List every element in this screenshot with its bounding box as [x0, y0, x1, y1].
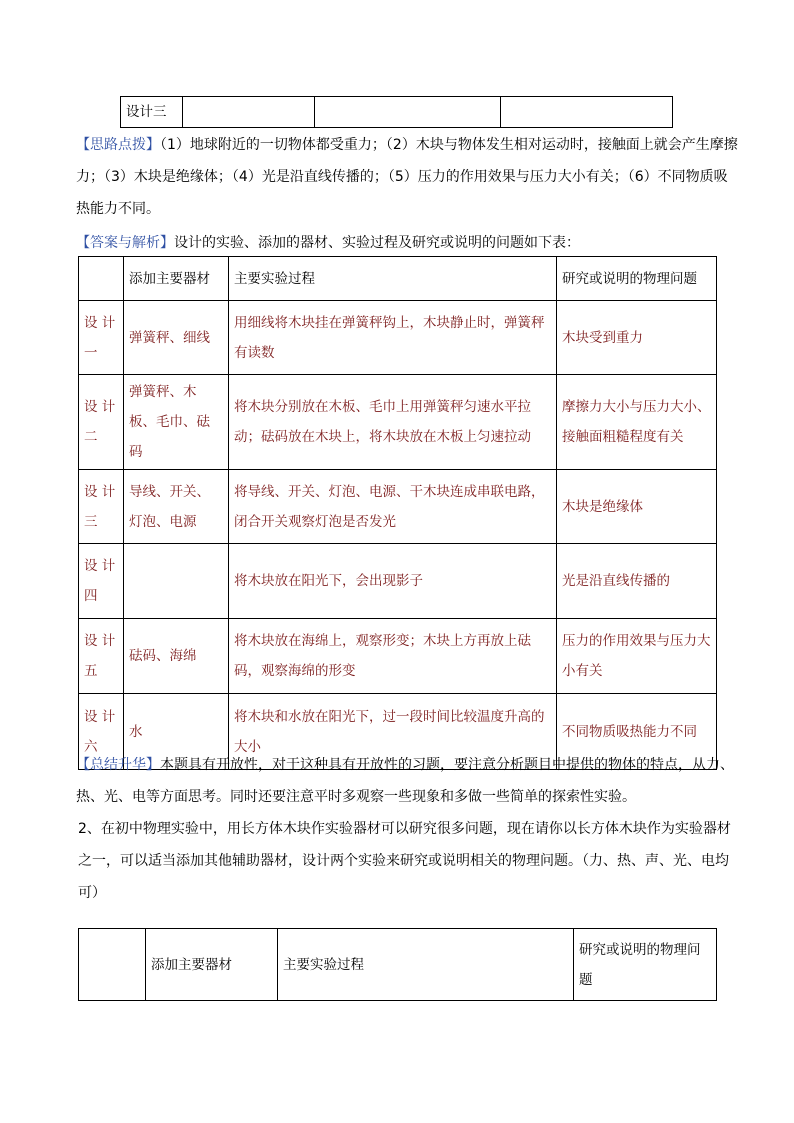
table-header-row — [79, 257, 717, 301]
bottom-table — [78, 928, 717, 1001]
row-label: 设 计 三 — [79, 470, 124, 544]
table-row — [121, 97, 673, 128]
hint-paragraph — [76, 129, 741, 225]
main-table — [78, 256, 717, 770]
row-issue: 木块受到重力 — [557, 301, 717, 375]
row-issue: 不同物质吸热能力不同 — [557, 694, 717, 770]
header-empty — [79, 929, 146, 1001]
question2-paragraph — [78, 813, 740, 909]
row-issue: 光是沿直线传播的 — [557, 544, 717, 619]
hint-title: 【思路点拨】 — [76, 137, 160, 153]
row-label: 设 计 一 — [79, 301, 124, 375]
header-equipment: 添加主要器材 — [124, 257, 229, 301]
answer-text: 设计的实验、添加的器材、实验过程及研究或说明的问题如下表： — [174, 235, 580, 251]
row-label: 设 计 六 — [79, 694, 124, 770]
header-empty — [79, 257, 124, 301]
row-process: 将导线、开关、灯泡、电源、干木块连成串联电路，闭合开关观察灯泡是否发光 — [229, 470, 557, 544]
top-table — [120, 96, 673, 128]
question2-text: 2、在初中物理实验中，用长方体木块作实验器材可以研究很多问题，现在请你以长方体木块作为实验器材之一，可以适当添加其他辅助器材，设计两个实验来研究或说明相关的物理问题。（力、热、声、光、电均可） — [78, 821, 731, 901]
row-equipment — [124, 544, 229, 619]
row-label: 设计三 — [121, 97, 183, 128]
row-label: 设 计 二 — [79, 375, 124, 470]
summary-text: 本题具有开放性，对于这种具有开放性的习题，要注意分析题目中提供的物体的特点，从力、热、光、电等方面思考。同时还要注意平时多观察一些现象和多做一些简单的探索性实验。 — [76, 757, 734, 805]
row-equipment: 弹簧秤、细线 — [124, 301, 229, 375]
row-process: 用细线将木块挂在弹簧秤钩上，木块静止时，弹簧秤有读数 — [229, 301, 557, 375]
answer-paragraph — [76, 227, 736, 259]
row-equipment: 砝码、海绵 — [124, 619, 229, 694]
row-issue: 木块是绝缘体 — [557, 470, 717, 544]
header-issue: 研究或说明的物理问题 — [574, 929, 717, 1001]
row-process: 将木块分别放在木板、毛巾上用弹簧秤匀速水平拉动；砝码放在木块上，将木块放在木板上匀速拉动 — [229, 375, 557, 470]
row-equipment: 弹簧秤、木板、毛巾、砝码 — [124, 375, 229, 470]
row-label: 设 计 四 — [79, 544, 124, 619]
row-process: 将木块和水放在阳光下，过一段时间比较温度升高的大小 — [229, 694, 557, 770]
header-process: 主要实验过程 — [229, 257, 557, 301]
row-issue: 压力的作用效果与压力大小有关 — [557, 619, 717, 694]
row-label: 设 计 五 — [79, 619, 124, 694]
row-equipment: 导线、开关、灯泡、电源 — [124, 470, 229, 544]
row-issue: 摩擦力大小与压力大小、接触面粗糙程度有关 — [557, 375, 717, 470]
hint-text: （1）地球附近的一切物体都受重力；（2）木块与物体发生相对运动时，接触面上就会产生摩擦力；（3）木块是绝缘体；（4）光是沿直线传播的；（5）压力的作用效果与压力大小有关；（6）不同物质吸热能力不同。 — [76, 137, 738, 217]
header-issue: 研究或说明的物理问题 — [557, 257, 717, 301]
summary-paragraph — [76, 749, 741, 813]
header-equipment: 添加主要器材 — [146, 929, 278, 1001]
table-header-row — [79, 929, 717, 1001]
row-process: 将木块放在阳光下，会出现影子 — [229, 544, 557, 619]
header-process: 主要实验过程 — [278, 929, 574, 1001]
table-row — [79, 470, 717, 544]
row-equipment: 水 — [124, 694, 229, 770]
summary-title: 【总结升华】 — [76, 757, 160, 773]
row-process: 将木块放在海绵上，观察形变；木块上方再放上砝码，观察海绵的形变 — [229, 619, 557, 694]
answer-title: 【答案与解析】 — [76, 235, 174, 251]
table-row — [79, 375, 717, 470]
table-row — [79, 301, 717, 375]
table-row — [79, 619, 717, 694]
table-row — [79, 544, 717, 619]
